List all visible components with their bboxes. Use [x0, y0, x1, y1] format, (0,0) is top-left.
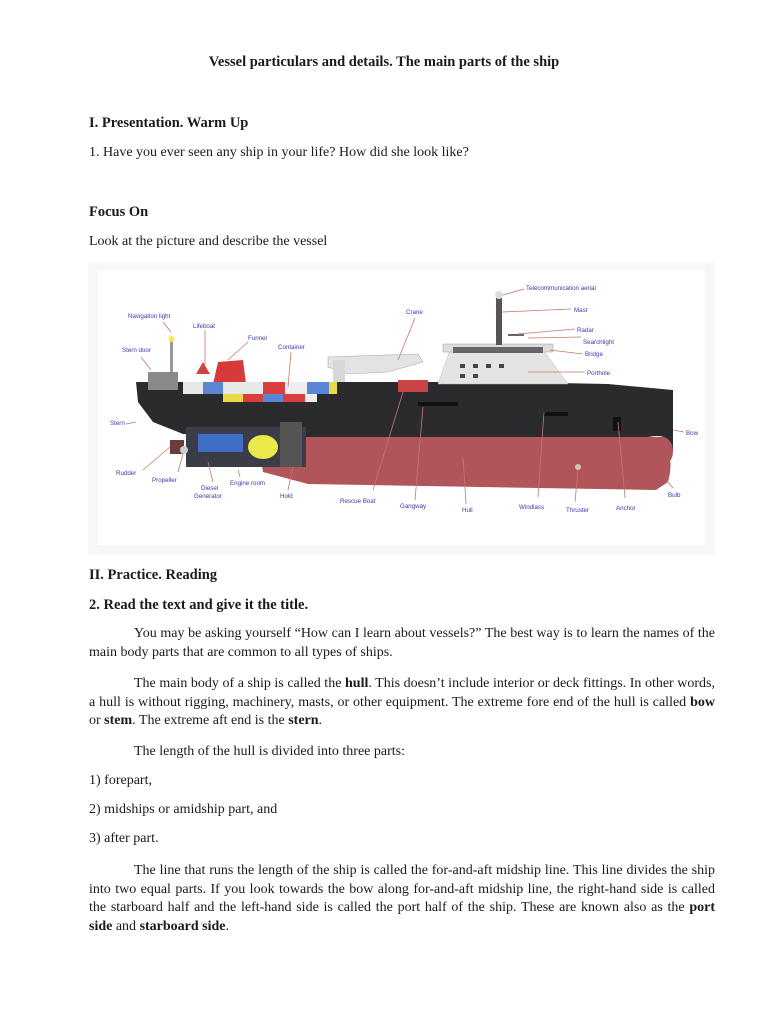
warmup-question: 1. Have you ever seen any ship in your life? How did she look like?	[89, 145, 469, 160]
label-rescue-boat: Rescue Boat	[340, 498, 376, 505]
term-stem: stem	[104, 713, 133, 729]
label-radar: Radar	[577, 327, 594, 334]
paragraph-2: The main body of a ship is called the hull. This doesn’t include interior or deck fittings. In other words, a hull is without rigging, machinery, masts, or other equipment. The extreme fore end of the hull is called bow or stem. The extreme aft end is the stern.	[89, 676, 716, 729]
paragraph-1: You may be asking yourself “How can I learn about vessels?” The best way is to learn the names of the main body parts that are common to all types of ships.	[89, 626, 715, 660]
focus-on-heading: Focus On	[89, 204, 149, 220]
ship-diagram-figure	[88, 262, 715, 555]
term-starboard-side: starboard side	[139, 919, 226, 935]
label-bulb: Bulb	[668, 492, 681, 499]
reading-task: 2. Read the text and give it the title.	[89, 597, 309, 613]
label-stern-door: Stern door	[122, 347, 151, 354]
term-hull: hull	[345, 676, 369, 691]
label-stern: Stern	[110, 420, 125, 427]
paragraph-4: The line that runs the length of the ship is called the for-and-aft midship line. This line divides the ship into two equal parts. If you look towards the bow along for-and-aft midship line, the right-hand side is called the starboard half and the left-hand side is called the port half of the ship. These are known also as the port side and starboard side.	[89, 863, 715, 935]
term-bow: bow	[690, 694, 715, 710]
label-porthole: Porthole	[587, 370, 611, 377]
label-crane: Crane	[406, 309, 423, 316]
label-navigation-light: Navigation light	[128, 313, 171, 320]
term-stern: stern	[288, 713, 319, 729]
ship-diagram	[88, 262, 715, 555]
label-hold: Hold	[280, 493, 293, 500]
label-rudder: Rudder	[116, 470, 137, 477]
label-searchlight: Searchlight	[583, 339, 614, 346]
label-anchor: Anchor	[616, 505, 636, 512]
section-heading-presentation: I. Presentation. Warm Up	[89, 115, 249, 131]
label-diesel: Diesel	[201, 485, 219, 492]
label-windlass: Windlass	[519, 504, 545, 511]
label-thruster: Thruster	[566, 507, 590, 514]
label-telecommunication-aerial: Telecommunication aerial	[526, 285, 596, 292]
label-container: Container	[278, 344, 305, 351]
label-hull: Hull	[462, 507, 473, 514]
label-gangway: Gangway	[400, 503, 427, 510]
list-item-forepart: 1) forepart,	[89, 773, 152, 788]
label-engine-room: Engine room	[230, 480, 266, 487]
page-title: Vessel particulars and details. The main parts of the ship	[208, 54, 560, 70]
label-mast: Mast	[574, 307, 588, 314]
paragraph-3: The length of the hull is divided into three parts:	[134, 744, 405, 759]
label-bow: Bow	[686, 430, 699, 437]
label-lifeboat: Lifeboat	[193, 323, 216, 330]
section-heading-practice: II. Practice. Reading	[89, 567, 218, 583]
focus-instruction: Look at the picture and describe the vessel	[89, 234, 328, 249]
list-item-after-part: 3) after part.	[89, 831, 159, 846]
label-propeller: Propeller	[152, 477, 177, 484]
label-funnel: Funnel	[248, 335, 267, 342]
term-port-side: port side	[89, 900, 715, 935]
label-generator: Generator	[194, 493, 222, 500]
list-item-midships: 2) midships or amidship part, and	[89, 802, 278, 817]
label-bridge: Bridge	[585, 351, 603, 358]
